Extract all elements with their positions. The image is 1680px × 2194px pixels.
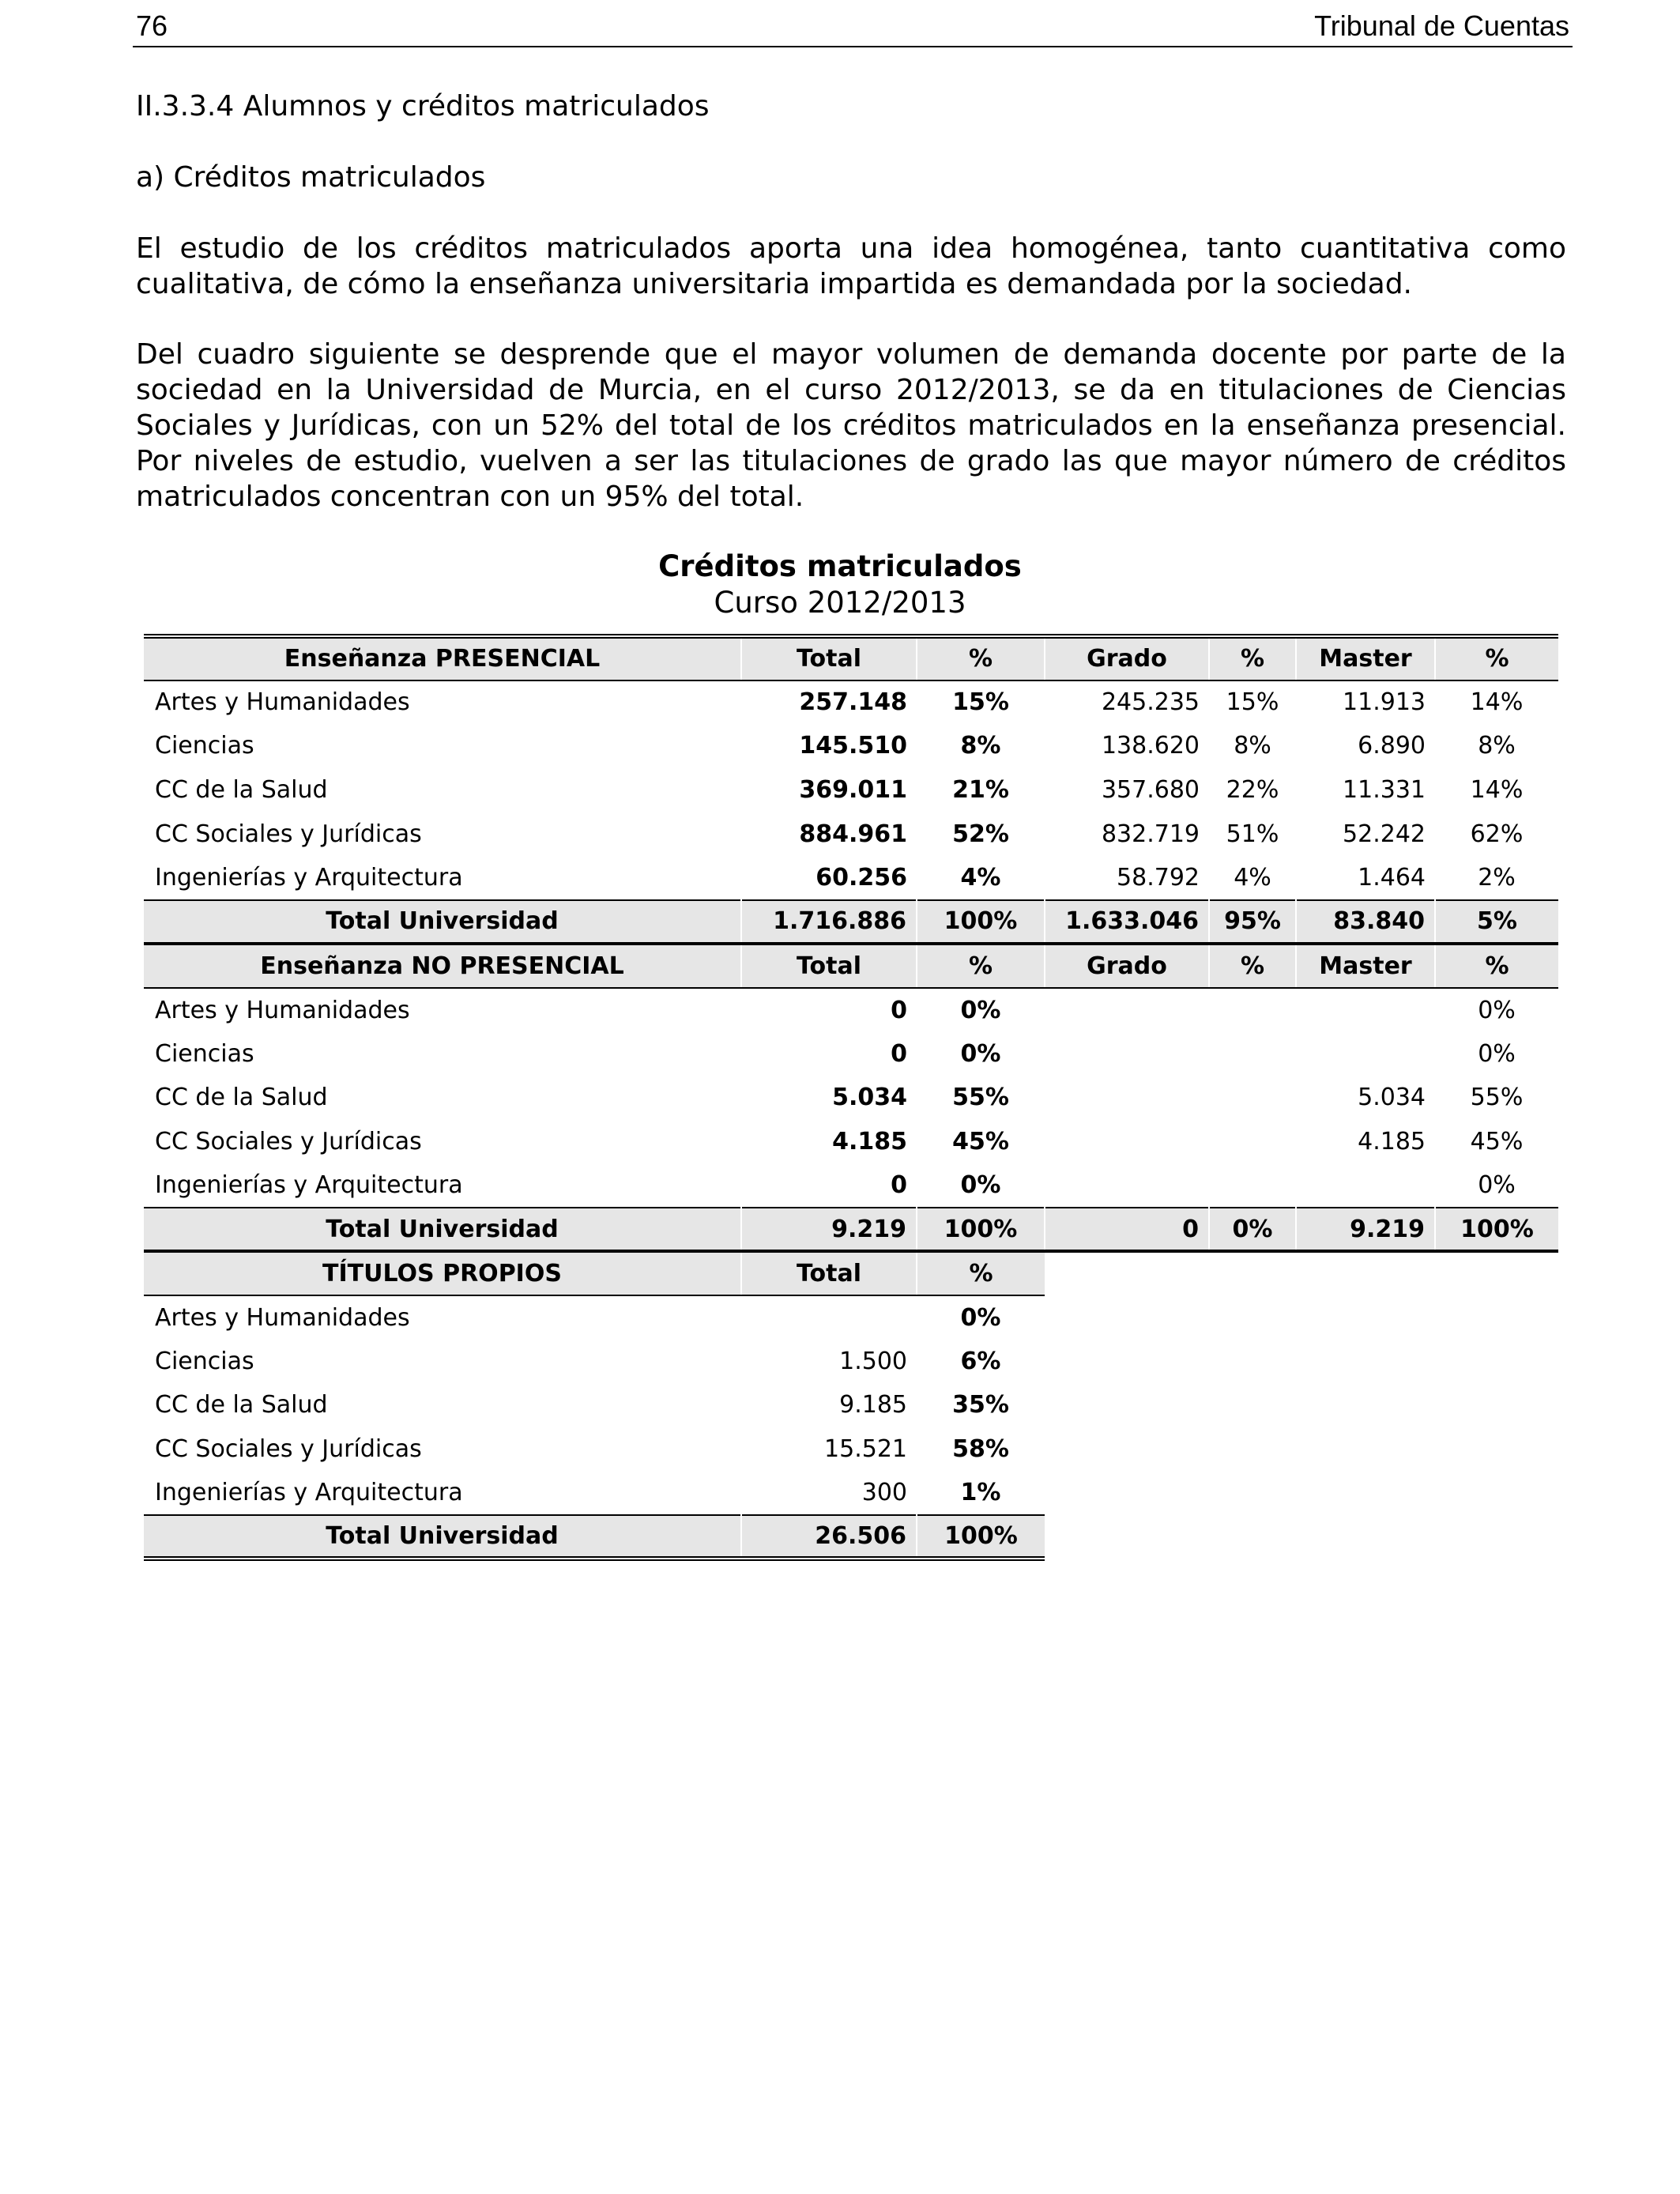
total-cell: 1.633.046 xyxy=(1045,900,1209,944)
presencial-col-header: Master xyxy=(1296,636,1435,680)
table-cell: 14% xyxy=(1470,776,1524,805)
table-cell: 0% xyxy=(1478,1039,1516,1068)
titulos-propios-col-header: TÍTULOS PROPIOS xyxy=(144,1251,741,1295)
table-cell: 35% xyxy=(952,1391,1009,1419)
table-cell: 832.719 xyxy=(1101,820,1200,848)
table-subtitle: Curso 2012/2013 xyxy=(714,586,966,620)
total-cell: 9.219 xyxy=(1296,1208,1435,1252)
table-cell xyxy=(1045,1031,1209,1076)
presencial-row xyxy=(144,680,1558,725)
no-presencial-row xyxy=(144,988,1558,1032)
row-label: Ciencias xyxy=(155,1347,254,1375)
table-cell: 0% xyxy=(1478,1171,1516,1199)
table-cell: 62% xyxy=(1470,820,1524,848)
table-cell: 58.792 xyxy=(1117,863,1200,892)
table-cell: 5.034 xyxy=(832,1084,907,1112)
row-label: CC de la Salud xyxy=(155,1391,328,1419)
no-presencial-row xyxy=(144,1120,1558,1164)
table-cell xyxy=(741,1295,917,1340)
page-header xyxy=(133,6,1573,47)
total-label: Total Universidad xyxy=(144,1515,741,1559)
running-title: Tribunal de Cuentas xyxy=(1314,9,1569,42)
table-cell: 15% xyxy=(1226,688,1279,717)
titulos-propios-row xyxy=(144,1471,1558,1515)
table-cell xyxy=(1296,988,1435,1032)
table-cell: 8% xyxy=(960,732,1001,760)
page-number: 76 xyxy=(136,9,168,42)
table-cell: 52.242 xyxy=(1343,820,1426,848)
table-cell: 11.913 xyxy=(1343,688,1426,717)
table-cell: 0 xyxy=(891,996,907,1024)
table-cell xyxy=(1296,1163,1435,1208)
table-cell: 0 xyxy=(891,1039,907,1068)
table-cell xyxy=(1045,988,1209,1032)
total-label: Total Universidad xyxy=(144,900,741,944)
table-cell: 11.331 xyxy=(1343,776,1426,805)
presencial-col-header: Total xyxy=(741,636,917,680)
row-label: Ingenierías y Arquitectura xyxy=(155,1479,463,1507)
table-cell: 21% xyxy=(952,776,1009,805)
table-cell: 8% xyxy=(1478,732,1516,760)
table-cell: 1.464 xyxy=(1358,863,1426,892)
row-label: CC Sociales y Jurídicas xyxy=(155,1434,422,1463)
presencial-col-header: Grado xyxy=(1045,636,1209,680)
table-cell: 357.680 xyxy=(1101,776,1200,805)
row-label: CC de la Salud xyxy=(155,776,328,805)
no-presencial-col-header: Enseñanza NO PRESENCIAL xyxy=(144,944,741,988)
titulos-propios-col-header: % xyxy=(917,1251,1045,1295)
table-cell: 55% xyxy=(1470,1084,1524,1112)
table-cell: 9.185 xyxy=(839,1391,907,1419)
table-cell: 257.148 xyxy=(799,688,907,717)
table-cell: 15% xyxy=(952,688,1009,717)
presencial-header-row xyxy=(144,636,1558,680)
presencial-col-header: Enseñanza PRESENCIAL xyxy=(144,636,741,680)
table-cell xyxy=(1209,988,1296,1032)
table-cell: 245.235 xyxy=(1101,688,1200,717)
total-cell: 9.219 xyxy=(741,1208,917,1252)
total-cell: 100% xyxy=(1435,1208,1558,1252)
row-label: Ingenierías y Arquitectura xyxy=(155,863,463,892)
no-presencial-col-header: % xyxy=(1209,944,1296,988)
table-cell: 51% xyxy=(1226,820,1279,848)
row-label: Artes y Humanidades xyxy=(155,688,410,717)
total-cell: 100% xyxy=(917,1515,1045,1559)
no-presencial-col-header: % xyxy=(1435,944,1558,988)
row-label: Ingenierías y Arquitectura xyxy=(155,1171,463,1199)
table-cell: 4% xyxy=(1234,863,1271,892)
table-cell: 369.011 xyxy=(799,776,907,805)
no-presencial-row xyxy=(144,1076,1558,1120)
table-cell: 0% xyxy=(1478,996,1516,1024)
table-cell: 4% xyxy=(960,863,1001,892)
table-cell: 0 xyxy=(891,1171,907,1199)
table-cell xyxy=(1045,1163,1209,1208)
total-cell: 100% xyxy=(917,1208,1045,1252)
table-cell: 0% xyxy=(960,1303,1001,1332)
no-presencial-row xyxy=(144,1163,1558,1208)
table-cell: 884.961 xyxy=(799,820,907,848)
credits-table xyxy=(144,634,1558,1561)
table-cell xyxy=(1045,1076,1209,1120)
no-presencial-col-header: Total xyxy=(741,944,917,988)
table-cell: 55% xyxy=(952,1084,1009,1112)
table-cell: 15.521 xyxy=(824,1434,907,1463)
section-heading: II.3.3.4 Alumnos y créditos matriculados xyxy=(136,90,710,123)
paragraph-1: El estudio de los créditos matriculados aporta una idea homogénea, tanto cuantitativa como cualitativa, de cómo la enseñanza universitaria impartida es demandada por la sociedad. xyxy=(136,232,1566,300)
subsection-heading: a) Créditos matriculados xyxy=(136,161,486,194)
table-cell: 58% xyxy=(952,1434,1009,1463)
table-cell: 1.500 xyxy=(839,1347,907,1375)
table-cell: 6.890 xyxy=(1358,732,1426,760)
row-label: CC de la Salud xyxy=(155,1084,328,1112)
row-label: CC Sociales y Jurídicas xyxy=(155,820,422,848)
row-label: Artes y Humanidades xyxy=(155,996,410,1024)
total-cell: 0 xyxy=(1045,1208,1209,1252)
total-cell: 83.840 xyxy=(1296,900,1435,944)
no-presencial-col-header: Master xyxy=(1296,944,1435,988)
table-cell: 145.510 xyxy=(799,732,907,760)
no-presencial-col-header: % xyxy=(917,944,1045,988)
row-label: Ciencias xyxy=(155,732,254,760)
table-cell: 4.185 xyxy=(832,1127,907,1155)
presencial-col-header: % xyxy=(1435,636,1558,680)
table-cell xyxy=(1296,1031,1435,1076)
no-presencial-header-row xyxy=(144,944,1558,988)
table-cell: 22% xyxy=(1226,776,1279,805)
paragraph-2: Del cuadro siguiente se desprende que el mayor volumen de demanda docente por parte de la sociedad en la Universidad de Murcia, en el curso 2012/2013, se da en titulaciones de Ciencias Sociales y Jurídicas, con un 52% del total de los créditos matriculados en la enseñanza presencial. Por niveles de estudio, vuelven a ser las titulaciones de grado las que mayor número de créditos matriculados concentran con un 95% del total. xyxy=(136,338,1566,513)
table-cell: 0% xyxy=(960,996,1001,1024)
total-label: Total Universidad xyxy=(144,1208,741,1252)
table-cell: 1% xyxy=(960,1479,1001,1507)
titulos-propios-row xyxy=(144,1427,1558,1472)
titulos-propios-row xyxy=(144,1340,1558,1384)
table-cell: 60.256 xyxy=(816,863,907,892)
table-cell xyxy=(1045,1120,1209,1164)
presencial-total-row xyxy=(144,900,1558,944)
table-cell xyxy=(1209,1076,1296,1120)
table-cell: 6% xyxy=(960,1347,1001,1375)
table-cell: 14% xyxy=(1470,688,1524,717)
table-cell: 45% xyxy=(952,1127,1009,1155)
table-cell: 5.034 xyxy=(1358,1084,1426,1112)
table-cell: 8% xyxy=(1234,732,1271,760)
presencial-row xyxy=(144,768,1558,812)
presencial-row xyxy=(144,856,1558,900)
titulos-propios-header-row xyxy=(144,1251,1558,1295)
table-cell: 0% xyxy=(960,1039,1001,1068)
presencial-row xyxy=(144,724,1558,768)
row-label: Artes y Humanidades xyxy=(155,1303,410,1332)
no-presencial-total-row xyxy=(144,1208,1558,1252)
total-cell: 0% xyxy=(1209,1208,1296,1252)
table-cell: 4.185 xyxy=(1358,1127,1426,1155)
total-cell: 95% xyxy=(1209,900,1296,944)
no-presencial-row xyxy=(144,1031,1558,1076)
table-cell: 52% xyxy=(952,820,1009,848)
total-cell: 100% xyxy=(917,900,1045,944)
presencial-col-header: % xyxy=(917,636,1045,680)
table-cell: 45% xyxy=(1470,1127,1524,1155)
table-cell xyxy=(1209,1031,1296,1076)
total-cell: 5% xyxy=(1435,900,1558,944)
table-cell: 300 xyxy=(861,1479,907,1507)
presencial-col-header: % xyxy=(1209,636,1296,680)
total-cell: 26.506 xyxy=(741,1515,917,1559)
row-label: CC Sociales y Jurídicas xyxy=(155,1127,422,1155)
table-title: Créditos matriculados xyxy=(658,549,1022,583)
titulos-propios-row xyxy=(144,1383,1558,1427)
total-cell: 1.716.886 xyxy=(741,900,917,944)
presencial-row xyxy=(144,812,1558,856)
row-label: Ciencias xyxy=(155,1039,254,1068)
no-presencial-col-header: Grado xyxy=(1045,944,1209,988)
titulos-propios-total-row xyxy=(144,1515,1558,1559)
table-cell: 0% xyxy=(960,1171,1001,1199)
table-cell: 138.620 xyxy=(1101,732,1200,760)
titulos-propios-col-header: Total xyxy=(741,1251,917,1295)
titulos-propios-row xyxy=(144,1295,1558,1340)
table-cell: 2% xyxy=(1478,863,1516,892)
table-cell xyxy=(1209,1163,1296,1208)
table-cell xyxy=(1209,1120,1296,1164)
